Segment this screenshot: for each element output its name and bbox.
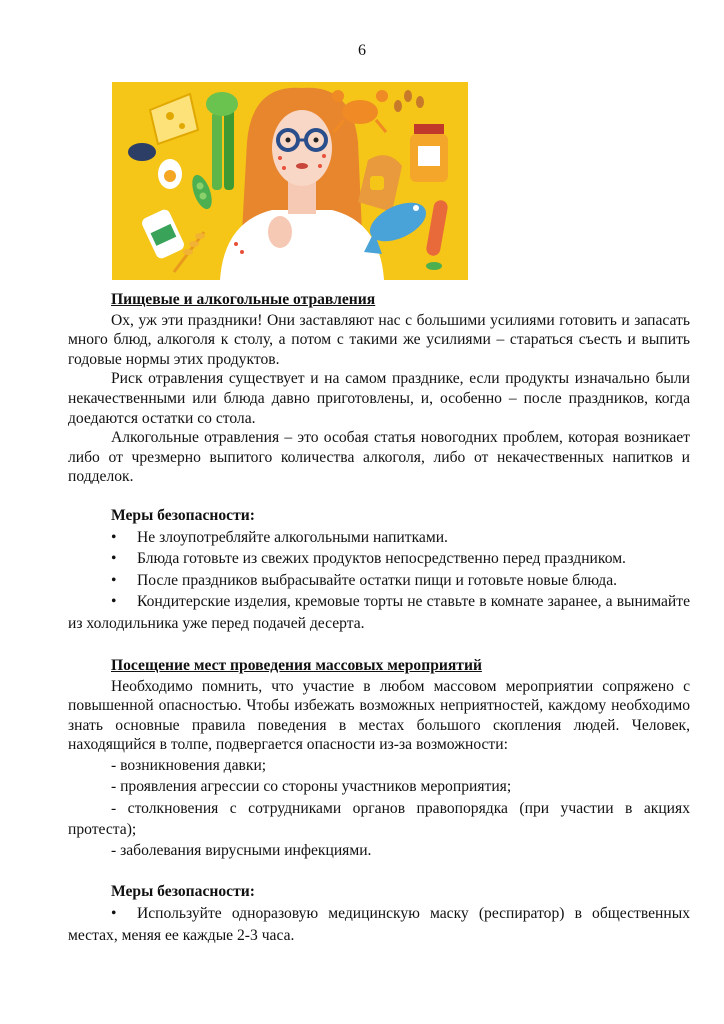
paragraph: Алкогольные отравления – это особая статья новогодних проблем, которая возникает либо от чрезмерно выпитого количества алкоголя, либо от некачественных напитков и подделок. xyxy=(68,429,690,486)
egg-icon xyxy=(158,159,182,189)
bullet-icon: • xyxy=(111,593,117,611)
mussel-icon xyxy=(128,143,156,161)
paragraph: Риск отравления существует и на самом празднике, если продукты изначально были некачественными или блюда давно приготовлены, и, особенно – после праздников, когда доедаются остатки со стола. xyxy=(68,370,690,427)
list-item xyxy=(68,903,690,946)
list-item: - проявления агрессии со стороны участников мероприятия; xyxy=(111,778,512,796)
list-item-text: Используйте одноразовую медицинскую маску (респиратор) в общественных местах, меняя ее каждые 2-3 часа. xyxy=(68,905,690,944)
list-item-text: Не злоупотребляйте алкогольными напитками. xyxy=(137,528,448,546)
paragraph: Необходимо помнить, что участие в любом массовом мероприятии сопряжено с повышенной опасностью. Чтобы избежать возможных неприятностей, каждому необходимо знать основные правила поведения в местах большого скопления людей. Человек, находящийся в толпе, подвергается опасности из-за возможности: xyxy=(68,677,690,754)
leaf-icon xyxy=(426,262,442,270)
bullet-icon: • xyxy=(111,528,117,546)
list-item xyxy=(68,591,690,634)
list-item: - возникновения давки; xyxy=(111,757,267,774)
list-item-text: Кондитерские изделия, кремовые торты не ставьте в комнате заранее, а вынимайте из холодильника уже перед подачей десерта. xyxy=(68,593,690,632)
list-item xyxy=(68,548,690,570)
list-item: - заболевания вирусными инфекциями. xyxy=(111,842,372,860)
section-heading-food-poisoning: Пищевые и алкогольные отравления xyxy=(111,291,376,308)
list-item xyxy=(68,527,690,549)
bullet-icon: • xyxy=(111,550,117,568)
jar-icon xyxy=(410,124,448,182)
list-item-text: После праздников выбрасывайте остатки пищи и готовьте новые блюда. xyxy=(137,571,618,589)
document-body xyxy=(68,290,690,946)
page-number: 6 xyxy=(358,42,366,59)
list-item: - столкновения с сотрудниками органов правопорядка (при участии в акциях протеста); xyxy=(68,799,690,838)
measures-heading: Меры безопасности: xyxy=(111,506,255,524)
section-heading-mass-events: Посещение мест проведения массовых мероприятий xyxy=(111,657,482,675)
list-item xyxy=(68,570,690,592)
food-poisoning-illustration xyxy=(112,82,468,280)
list-item-text: Блюда готовьте из свежих продуктов непосредственно перед праздником. xyxy=(137,550,626,568)
paragraph: Ох, уж эти праздники! Они заставляют нас с большими усилиями готовить и запасать много блюд, алкоголя к столу, а потом с такими же усилиями – стараться съесть и выпить годовые нормы этих продуктов. xyxy=(68,311,690,368)
bullet-icon: • xyxy=(111,571,117,589)
bullet-icon: • xyxy=(111,905,117,923)
measures-heading: Меры безопасности: xyxy=(111,883,255,901)
